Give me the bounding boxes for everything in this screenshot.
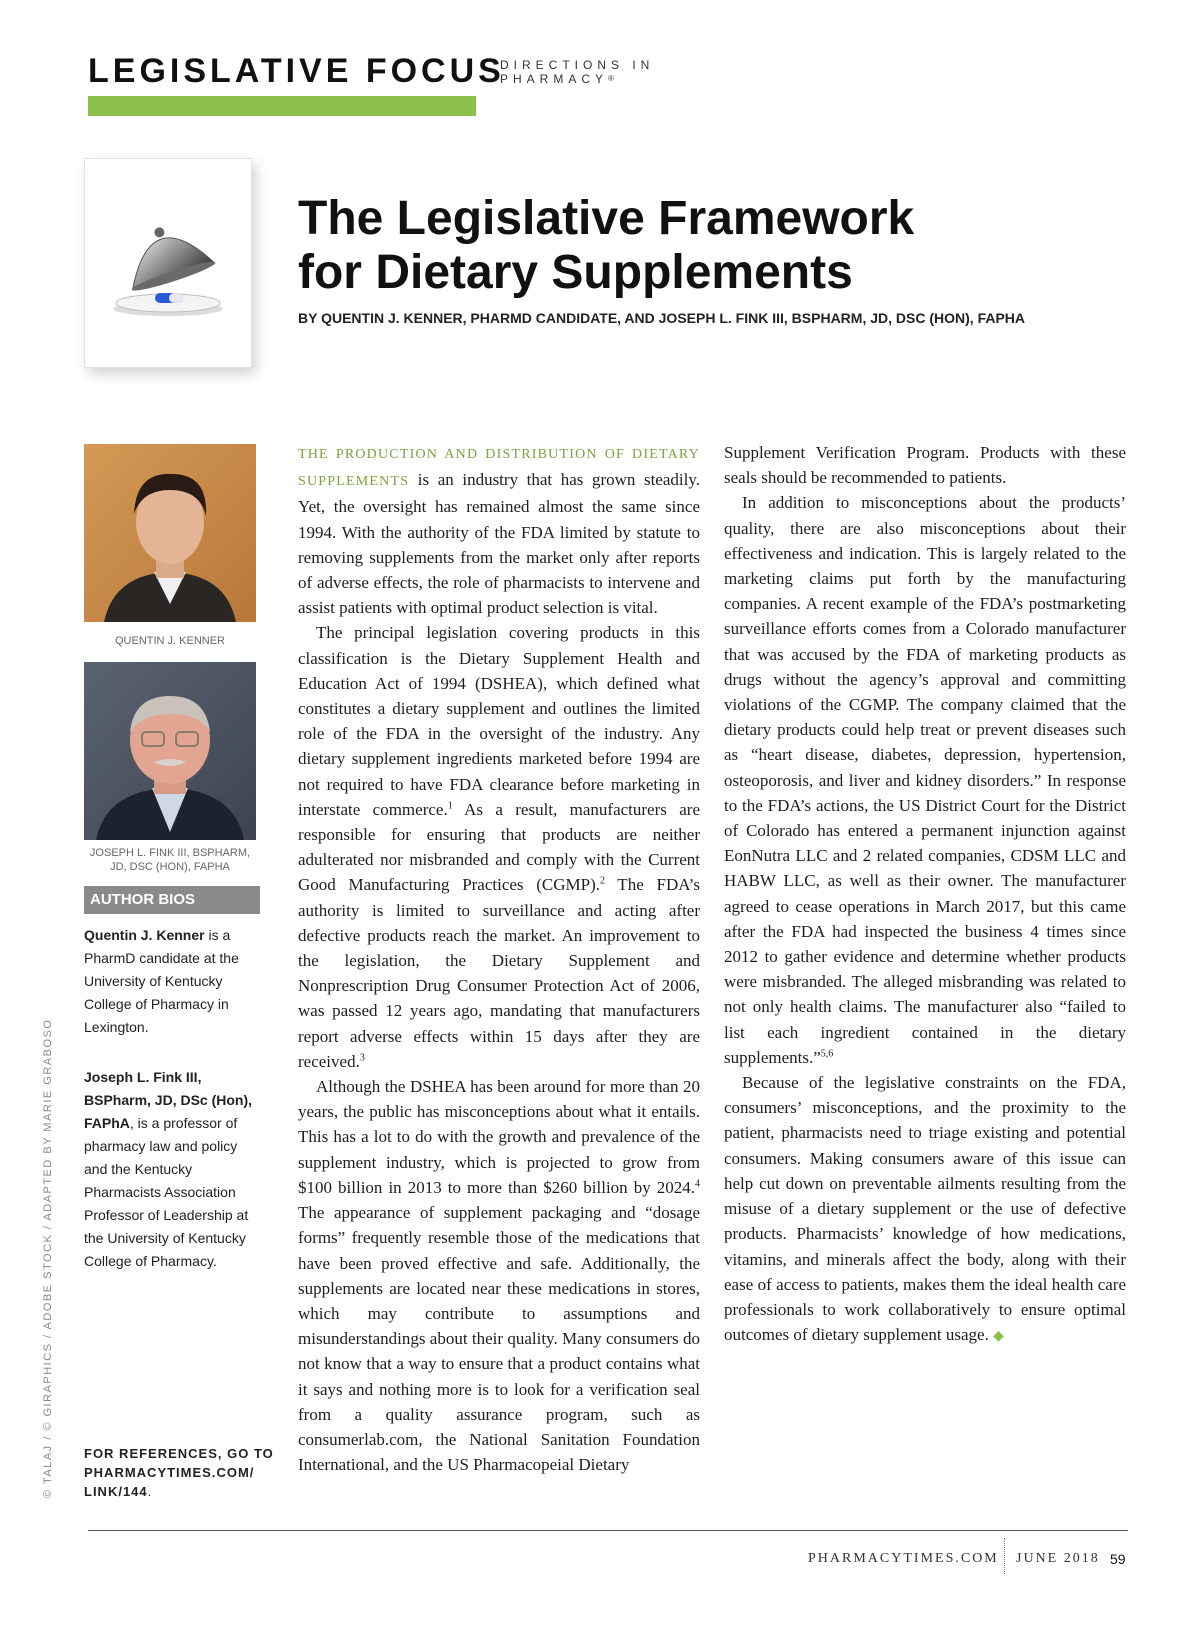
- ref-3: 3: [359, 1052, 365, 1064]
- ref-1: 1: [447, 800, 453, 812]
- refs-link[interactable]: LINK/144: [84, 1484, 148, 1499]
- article-title: [298, 192, 1098, 300]
- title-line-1: The Legislative Framework: [298, 192, 915, 245]
- byline: BY QUENTIN J. KENNER, PHARMD CANDIDATE, AND JOSEPH L. FINK III, BSPHARM, JD, DSC (HON), FAPHA: [298, 310, 1026, 326]
- ref-5-6: 5,6: [820, 1048, 834, 1060]
- body-column-2: [724, 440, 1126, 1349]
- brand-line-2: PHARMACY: [500, 72, 609, 86]
- refs-period: .: [147, 1484, 153, 1499]
- page-number: 59: [1110, 1551, 1126, 1567]
- paragraph-3: Although the DSHEA has been around for more than 20 years, the public has misconceptions about what it entails. This has a lot to do with the growth and prevalence of the supplement industry, which is projected to grow from $100 billion in 2013 to more than $260 billion by 2024.$^4$ The appearance of supplement packaging and “dosage forms” frequently resemble those of the medications that have been proved effective and safe. Additionally, the supplements are located near these medications in stores, which may contribute to assumptions and misunderstandings about their quality. Many consumers do not know that a way to ensure that a product contains what it says and nothing more is to look for a verification seal from a quality assurance program, such as consumerlab.com, the National Sanitation Foundation International, and the US Pharmacopeial Dietary: [298, 1077, 700, 1475]
- paragraph-3-continued: Supplement Verification Program. Products with these seals should be recommended to patients.: [724, 443, 1126, 488]
- bio-fink-text: , is a professor of pharmacy law and policy and the Kentucky Pharmacists Association Professor of Leadership at the University of Kentucky College of Pharmacy.: [84, 1115, 249, 1269]
- refs-line-1: FOR REFERENCES, GO TO: [84, 1446, 274, 1461]
- portrait-fink: [84, 662, 256, 840]
- brand-wordmark: [500, 58, 654, 86]
- bio-kenner: [84, 924, 262, 1039]
- ref-4: 4: [695, 1178, 700, 1190]
- paragraph-5: Because of the legislative constraints on the FDA, consumers’ misconceptions, and the proximity to the patient, pharmacists need to triage existing and potential consumers. Making consumers aware of this issue can help cut down on preventable ailments resulting from the misuse of a dietary supplement or the use of defective products. Pharmacists’ knowledge of how medications, vitamins, and minerals affect the body, along with their ease of access to patients, makes them the ideal health care professionals to work collaboratively to ensure optimal outcomes of dietary supplement usage. ◆: [724, 1073, 1126, 1345]
- bio-kenner-name: Quentin J. Kenner: [84, 927, 205, 943]
- references-note: [84, 1444, 274, 1501]
- pill-capsule-half: [169, 293, 183, 303]
- bio-fink: [84, 1066, 262, 1273]
- author-bios-label: AUTHOR BIOS: [84, 886, 260, 914]
- refs-line-2[interactable]: PHARMACYTIMES.COM/: [84, 1465, 255, 1480]
- image-credit: © TALAJ / © GIRAPHICS / ADOBE STOCK / ADAPTED BY MARIE GRABOSO: [42, 1018, 54, 1498]
- section-label: LEGISLATIVE FOCUS: [88, 52, 505, 90]
- title-line-2: for Dietary Supplements: [298, 246, 853, 299]
- section-accent-bar: [88, 96, 476, 116]
- bio-kenner-text: is a PharmD candidate at the University of Kentucky College of Pharmacy in Lexington.: [84, 927, 239, 1035]
- registered-mark: ®: [608, 74, 614, 83]
- footer-site: PHARMACYTIMES.COM: [808, 1551, 999, 1566]
- ref-2: 2: [600, 875, 606, 887]
- brand-line-1: DIRECTIONS IN: [500, 58, 655, 72]
- illustration-frame: [84, 158, 252, 368]
- photo-caption-kenner: QUENTIN J. KENNER: [114, 635, 225, 647]
- footer-rule: [88, 1530, 1128, 1531]
- author-photo-fink: [84, 662, 256, 840]
- author-photo-kenner: [84, 444, 256, 622]
- footer-separator: [1004, 1538, 1005, 1574]
- photo-caption-fink: JOSEPH L. FINK III, BSPHARM, JD, DSC (HON), FAPHA: [89, 847, 251, 873]
- cloche-handle: [153, 226, 166, 239]
- cloche-pill-illustration: [85, 159, 251, 367]
- paragraph-4: In addition to misconceptions about the products’ quality, there are also misconceptions about their effectiveness and indication. This is largely related to the marketing claims put forth by the manufacturing companies. A recent example of the FDA’s postmarketing surveillance efforts comes from a Colorado manufacturer that was accused by the FDA of marketing products as drugs without the agency’s approval and committing violations of the CGMP. The company claimed that the dietary products could help treat or prevent diseases such as “heart disease, diabetes, depression, hypertension, osteoporosis, and liver and kidney disorders.” In response to the FDA’s actions, the US District Court for the District of Colorado has entered a permanent injunction against EonNutra LLC and 2 related companies, CDSM LLC and HABW LLC, as well as their owner. The manufacturer agreed to cease operations in March 2017, but this came after the FDA had inspected the business 4 times since 2012 to gather evidence and determine whether products were misbranded. The alleged misbranding was related to not only health claims. The manufacturer also “failed to list each ingredient contained in the dietary supplements.”$^{5,6}$: [724, 493, 1126, 1067]
- lead-in: THE PRODUCTION AND DISTRIBUTION OF DIETARY SUPPLEMENTS: [298, 447, 700, 490]
- bio-fink-name: Joseph L. Fink III, BSPharm, JD, DSc (Hon), FAPhA: [84, 1069, 253, 1131]
- body-column-1: [298, 440, 700, 1477]
- paragraph-1: THE PRODUCTION AND DISTRIBUTION OF DIETARY SUPPLEMENTS is an industry that has grown steadily. Yet, the oversight has remained almost the same since 1994. With the authority of the FDA limited by statute to removing supplements from the market only after reports of adverse effects, the role of pharmacists to intervene and assist patients with optimal product selection is vital.: [298, 447, 700, 618]
- paragraph-2: The principal legislation covering products in this classification is the Dietary Supplement Health and Education Act of 1994 (DSHEA), which defined what constitutes a dietary supplement and outlines the limited role of the FDA in the oversight of the industry. Any dietary supplement ingredients marketed before 1994 are not required to have FDA clearance before marketing in interstate commerce.$^1$ As a result, manufacturers are responsible for ensuring that products are neither adulterated nor misbranded and comply with the Current Good Manufacturing Practices (CGMP).$^2$ The FDA’s authority is limited to surveillance and acting after defective products reach the market. An improvement to the legislation, the Dietary Supplement and Nonprescription Drug Consumer Protection Act of 2006, was passed 12 years ago, mandating that manufacturers report adverse effects within 15 days after they are received.$^3$: [298, 623, 700, 1071]
- end-mark-icon: ◆: [993, 1329, 1004, 1345]
- portrait-kenner: [84, 444, 256, 622]
- footer-date: JUNE 2018: [1016, 1551, 1100, 1566]
